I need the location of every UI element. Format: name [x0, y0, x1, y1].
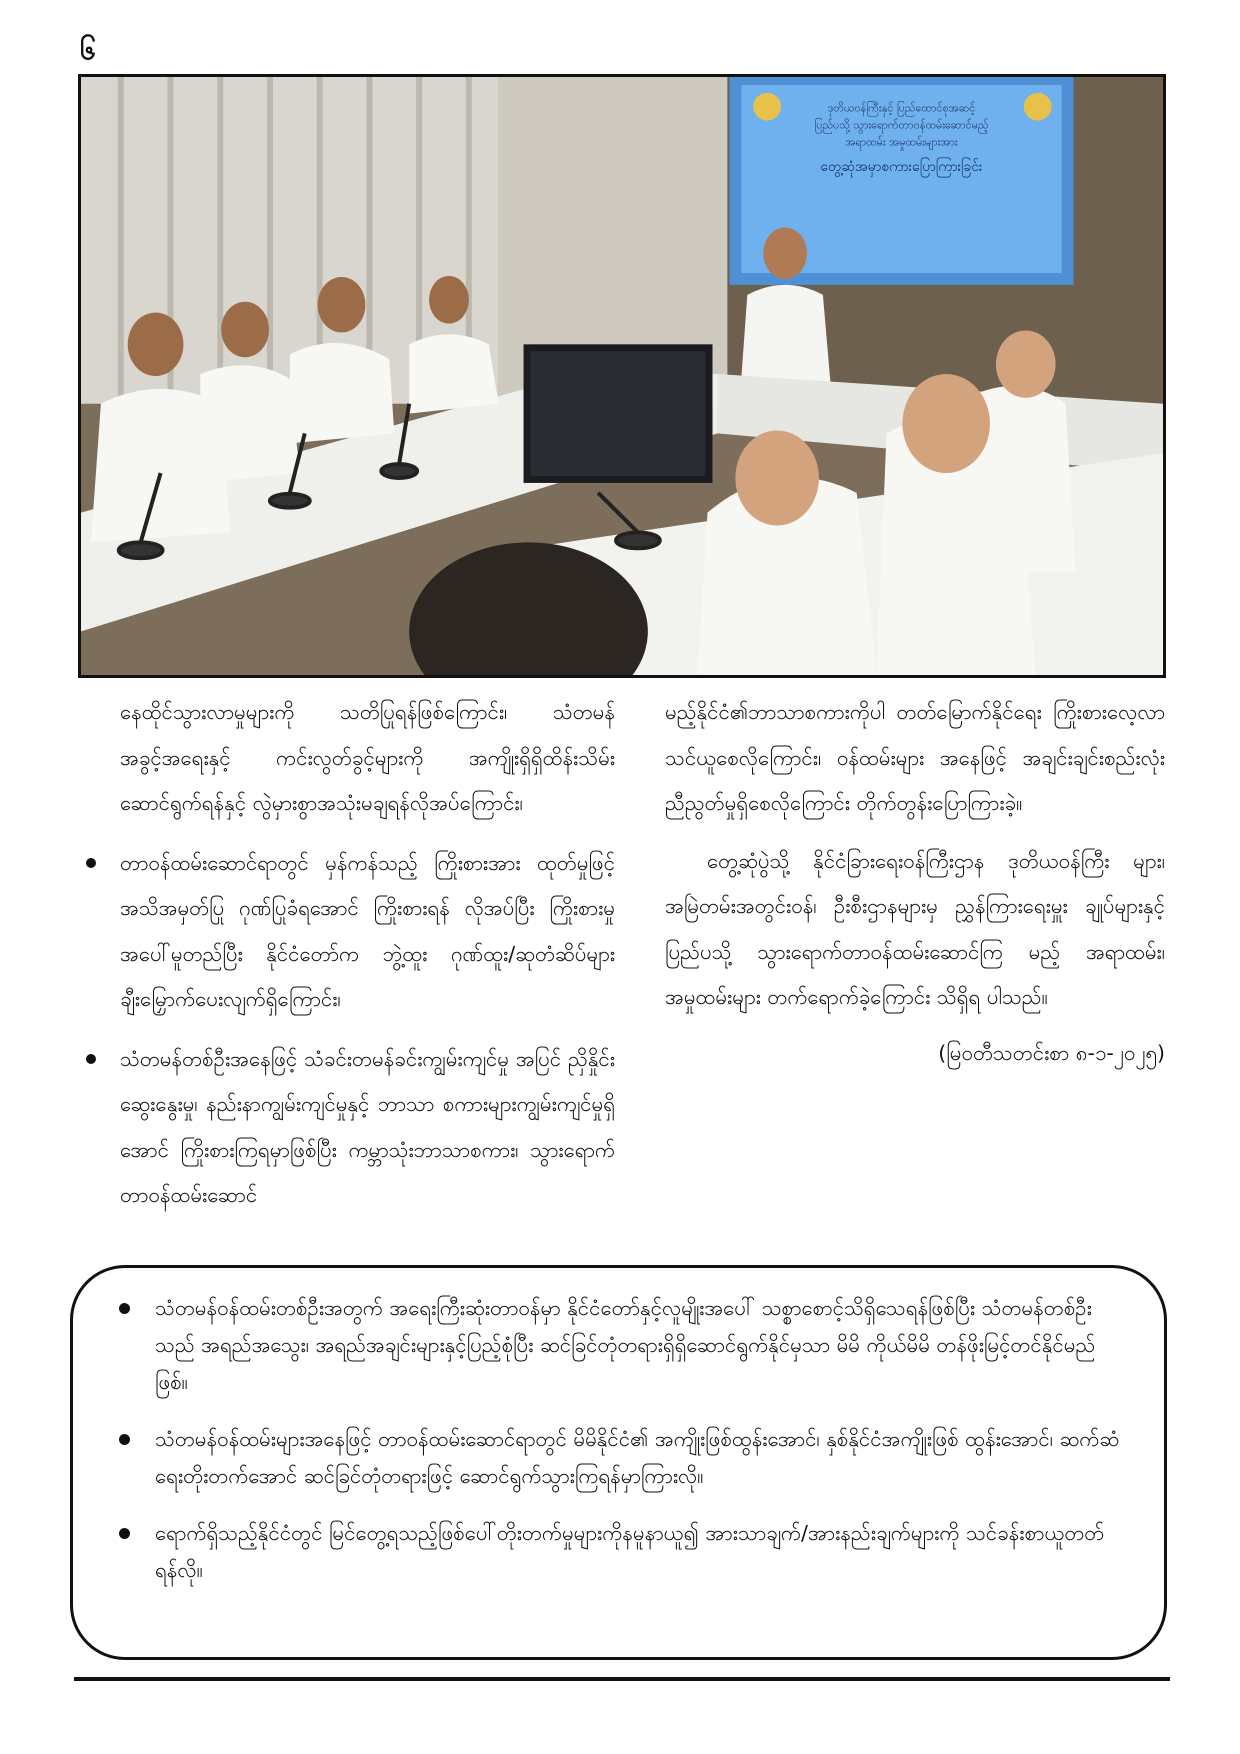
- bullet-icon: [119, 1434, 130, 1445]
- bullet-icon: [119, 1528, 130, 1539]
- article-source: (မြဝတီသတင်းစာ ၈-၁-၂၀၂၅): [938, 1040, 1165, 1065]
- page-number: ၆: [80, 33, 96, 66]
- meeting-scene-illustration: [81, 77, 1163, 675]
- key-points-box: [70, 1265, 1167, 1660]
- article-bullet-text: သံတမန်တစ်ဦးအနေဖြင့် သံခင်းတမန်ခင်းကျွမ်းကျင်မှု အပြင် ညှိနှိုင်းဆွေးနွေးမှု၊ နည်းနာကျွမ်းကျင်မှုနှင့် ဘာသာ စကားများကျွမ်းကျင်မှုရှိအောင် ကြိုးစားကြရမှာဖြစ်ပြီး ကမ္ဘာသုံးဘာသာစကား၊ သွားရောက်တာဝန်ထမ်းဆောင်: [120, 1046, 615, 1207]
- bullet-icon: [86, 858, 96, 868]
- article-paragraph: နေထိုင်သွားလာမှုများကို သတိပြုရန်ဖြစ်ကြောင်း၊ သံတမန် အခွင့်အရေးနှင့် ကင်းလွတ်ခွင့်များကို အကျိုးရှိရှိထိန်းသိမ်း ဆောင်ရွက်ရန်နှင့် လွဲမှားစွာအသုံးမချရန်လိုအပ်ကြောင်း၊: [120, 700, 615, 815]
- meeting-photo: [78, 74, 1166, 678]
- key-point-text: သံတမန်ဝန်ထမ်းများအနေဖြင့် တာဝန်ထမ်းဆောင်ရာတွင် မိမိနိုင်ငံ၏ အကျိုးဖြစ်ထွန်းအောင်၊ နှစ်နိုင်ငံအကျိုးဖြစ် ထွန်းအောင်၊ ဆက်ဆံရေးတိုးတက်အောင် ဆင်ခြင်တုံတရားဖြင့် ဆောင်ရွက်သွားကြရန်မှာကြားလို။: [155, 1427, 1120, 1488]
- screen-title-line-4: တွေ့ဆုံအမှာစကားပြောကြားခြင်း: [820, 159, 983, 176]
- article-bullet-item: [80, 841, 615, 1023]
- key-point-text: ရောက်ရှိသည့်နိုင်ငံတွင် မြင်တွေ့ရသည့်ဖြစ်ပေါ်တိုးတက်မှုများကိုနမူနာယူ၍ အားသာချက်/အားနည်းချက်များကို သင်ခန်းစာယူတတ်ရန်လို။: [155, 1521, 1105, 1582]
- article-bullet-item: [80, 1037, 615, 1219]
- article-left-column: [80, 690, 615, 1219]
- key-point-text: သံတမန်ဝန်ထမ်းတစ်ဦးအတွက် အရေးကြီးဆုံးတာဝန်မှာ နိုင်ငံတော်နှင့်လူမျိုးအပေါ် သစ္စာစောင့်သိရှိသေရန်ဖြစ်ပြီး သံတမန်တစ်ဦးသည် အရည်အသွေး၊ အရည်အချင်းများနှင့်ပြည့်စုံပြီး ဆင်ခြင်တုံတရားရှိရှိဆောင်ရွက်နိုင်မှသာ မိမိ ကိုယ်မိမိ တန်ဖိုးမြင့်တင်နိုင်မည်ဖြစ်။: [155, 1296, 1096, 1394]
- bottom-divider: [74, 1677, 1170, 1681]
- key-point-item: [119, 1290, 1128, 1401]
- article-paragraph: မည့်နိုင်ငံ၏ဘာသာစကားကိုပါ တတ်မြောက်နိုင်ရေး ကြိုးစားလေ့လာသင်ယူစေလိုကြောင်း၊ ဝန်ထမ်းများ အနေဖြင့် အချင်းချင်းစည်းလုံးညီညွတ်မှုရှိစေလိုကြောင်း တိုက်တွန်းပြောကြားခဲ့။: [665, 700, 1165, 815]
- article-closing-paragraph: တွေ့ဆုံပွဲသို့ နိုင်ငံခြားရေးဝန်ကြီးဌာန ဒုတိယဝန်ကြီး များ၊ အမြဲတမ်းအတွင်းဝန်၊ ဦးစီးဌာနများမှ ညွှန်ကြားရေးမှူး ချုပ်များနှင့် ပြည်ပသို့ သွားရောက်တာဝန်ထမ်းဆောင်ကြ မည့် အရာထမ်း၊ အမှုထမ်းများ တက်ရောက်ခဲ့ကြောင်း သိရှိရ ပါသည်။: [665, 848, 1165, 1009]
- key-point-item: [119, 1515, 1128, 1589]
- article-bullet-text: တာဝန်ထမ်းဆောင်ရာတွင် မှန်ကန်သည့် ကြိုးစားအား ထုတ်မှုဖြင့် အသိအမှတ်ပြု ဂုဏ်ပြုခံရအောင် ကြိုးစားရန် လိုအပ်ပြီး ကြိုးစားမှုအပေါ်မူတည်ပြီး နိုင်ငံတော်က ဘွဲ့ထူး ဂုဏ်ထူး/ဆုတံဆိပ်များ ချီးမြှောက်ပေးလျက်ရှိကြောင်း၊: [120, 850, 615, 1011]
- key-point-item: [119, 1421, 1128, 1495]
- bullet-icon: [119, 1303, 130, 1314]
- article-right-column: [665, 690, 1165, 1076]
- screen-title-line-2: ပြည်ပသို့ သွားရောက်တာဝန်ထမ်းဆောင်မည့်: [814, 118, 989, 132]
- screen-title-line-1: ဒုတိယဝန်ကြီးနှင့် ပြည်ထောင်စုအဆင့်: [827, 101, 976, 115]
- bullet-icon: [86, 1054, 96, 1064]
- screen-title-line-3: အရာထမ်း အမှုထမ်းများအား: [845, 135, 958, 149]
